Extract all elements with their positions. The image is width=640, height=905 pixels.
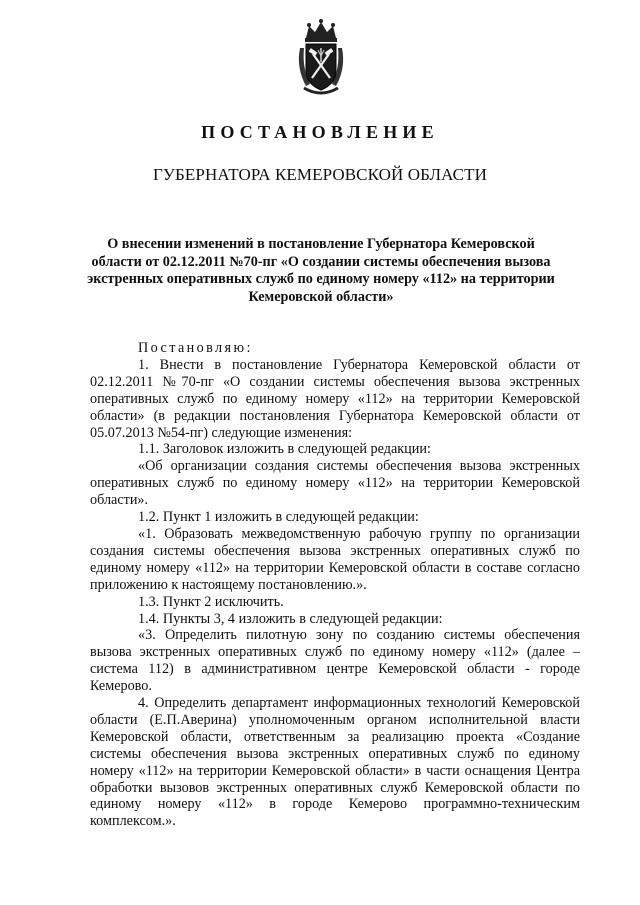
- paragraph-1-1: 1.1. Заголовок изложить в следующей редакции:: [138, 441, 431, 458]
- paragraph-4-text: 4. Определить департамент информационных технологий Кемеровской области (Е.П.Аверина) уполномоченным органом исполнительной власти Кемеровской области, ответственным за реализацию проекта «Создание системы обеспечения вызова экстренных оперативных служб по единому номеру «112» на территории Кемеровской области» в части оснащения Центра обработки вызовов экстренных оперативных служб Кемеровской области по единому номеру «112» в городе Кемерово программно-техническим комплексом.».: [90, 695, 580, 830]
- paragraph-1-1-text: «Об организации создания системы обеспечения вызова экстренных оперативных служб по единому номеру «112» на территории Кемеровской области».: [90, 458, 580, 509]
- paragraph-1-3: 1.3. Пункт 2 исключить.: [138, 593, 284, 610]
- document-subject: О внесении изменений в постановление Губернатора Кемеровской области от 02.12.2011 №70-пг «О создании системы обеспечения вызова экстренных оперативных служб по единому номеру «112» на территории Кемеровской области»: [87, 236, 555, 305]
- document-type-title: ПОСТАНОВЛЕНИЕ: [201, 122, 439, 142]
- decree-word: Постановляю:: [138, 340, 253, 356]
- paragraph-1-2: 1.2. Пункт 1 изложить в следующей редакции:: [138, 509, 419, 526]
- paragraph-1-2-text: «1. Образовать межведомственную рабочую группу по организации создания системы обеспечения вызова экстренных оперативных служб по единому номеру «112» на территории Кемеровской области в составе согласно приложению к настоящему постановлению.».: [90, 525, 580, 593]
- paragraph-1: 1. Внести в постановление Губернатора Кемеровской области от 02.12.2011 №70-пг «О создании системы обеспечения вызова экстренных оперативных служб по единому номеру «112» на территории Кемеровской области» (в редакции постановления Губернатора Кемеровской области от 05.07.2013 №54-пг) следующие изменения:: [90, 356, 580, 441]
- document-body: [90, 340, 580, 830]
- kemerovo-coat-of-arms-icon: [296, 18, 346, 98]
- issuer-title: ГУБЕРНАТОРА КЕМЕРОВСКОЙ ОБЛАСТИ: [152, 165, 487, 184]
- paragraph-1-4: 1.4. Пункты 3, 4 изложить в следующей редакции:: [138, 610, 443, 627]
- paragraph-1-4-text: «3. Определить пилотную зону по созданию системы обеспечения вызова экстренных оперативных служб по единому номеру «112» (далее – система 112) в административном центре Кемеровской области - городе Кемерово.: [90, 627, 580, 695]
